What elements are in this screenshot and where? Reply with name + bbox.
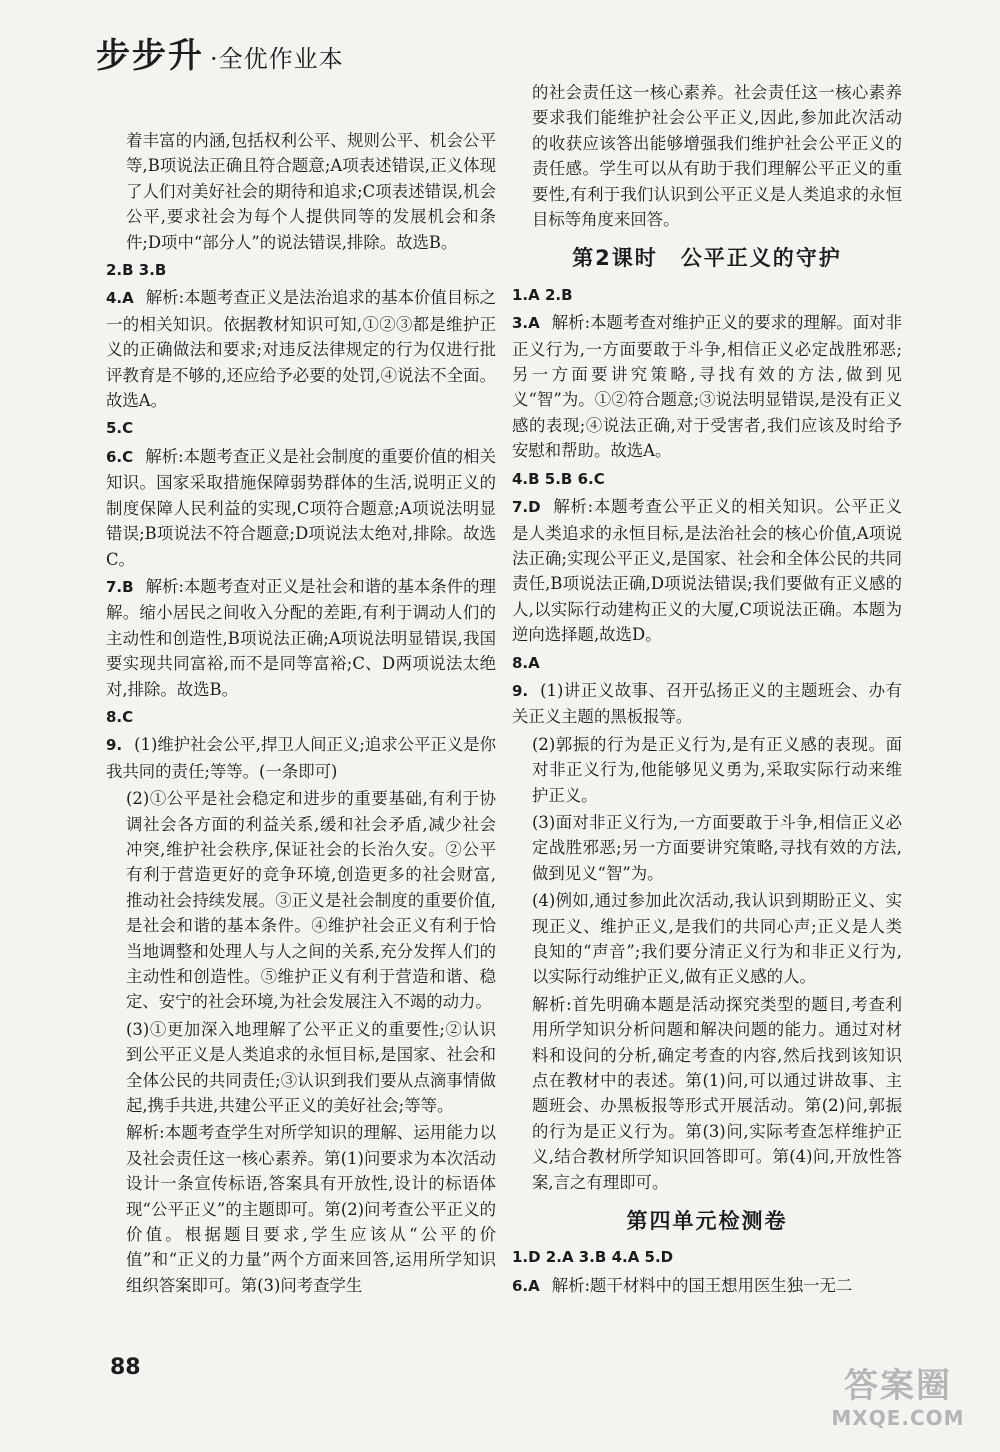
brand-logo: 步步升 [96, 36, 204, 76]
answer-text: 解析:本题考查公平正义的相关知识。公平正义是人类追求的永恒目标,是法治社会的核心价值,A项说法正确;实现公平正义,是国家、社会和全体公民的共同责任,B项说法正确,D项说法错误;我们要做有正义感的人,以实际行动建构正义的大厦,C项说法正确。本题为逆向选择题,故选D。 [512, 497, 902, 645]
answer-number: 5.C [106, 419, 134, 438]
answer-text: 解析:本题考查正义是社会制度的重要价值的相关知识。国家采取措施保障弱势群体的生活,说明正义的制度保障人民利益的实现,C项符合题意;A项说法明显错误;B项说法不符合题意;D项说法太绝对,排除。故选C。 [106, 446, 496, 569]
answer-paragraph [106, 732, 496, 784]
answer-paragraph [512, 810, 902, 886]
answer-number: 9. [512, 681, 529, 700]
answer-paragraph [512, 1244, 902, 1270]
answer-number: 1.A 2.B [512, 285, 573, 304]
answer-paragraph [512, 678, 902, 730]
answer-text: (3)面对非正义行为,一方面要敢于斗争,相信正义必定战胜邪恶;另一方面要讲究策略,寻找有效的方法,做到见义“智”为。 [532, 812, 902, 883]
left-column [106, 128, 496, 1300]
answer-paragraph [106, 444, 496, 572]
page-number: 88 [110, 1355, 141, 1380]
series-title: ·全优作业本 [210, 45, 344, 73]
answer-paragraph [512, 466, 902, 492]
answer-number: 7.B [106, 577, 134, 596]
answer-paragraph [512, 494, 902, 647]
answer-paragraph [512, 992, 902, 1195]
answer-text: 解析:本题考查学生对所学知识的理解、运用能力以及社会责任这一核心素养。第(1)问要求为本次活动设计一条宣传标语,答案具有开放性,设计的标语体现“公平正义”的主题即可。第(2)问考查公平正义的价值。根据题目要求,学生应该从“公平的价值”和“正义的力量”两个方面来回答,运用所学知识组织答案即可。第(3)问考查学生 [126, 1123, 496, 1295]
answer-number: 6.C [106, 447, 134, 466]
answer-paragraph [106, 128, 496, 255]
answer-number: 2.B 3.B [106, 261, 167, 280]
book-header [96, 28, 344, 88]
answer-number: 4.A [106, 289, 134, 308]
watermark-logo [818, 1366, 978, 1436]
answer-paragraph [512, 732, 902, 808]
answer-paragraph [512, 650, 902, 676]
answer-paragraph [106, 415, 496, 441]
answer-text: 解析:本题考查对正义是社会和谐的基本条件的理解。缩小居民之间收入分配的差距,有利于调动人们的主动性和创造性,B项说法正确;A项说法明显错误,我国要实现共同富裕,而不是同等富裕;C、D两项说法太绝对,排除。故选B。 [106, 576, 496, 699]
answer-text: 的社会责任这一核心素养。社会责任这一核心素养要求我们能维护社会公平正义,因此,参加此次活动的收获应该答出能够增强我们维护社会公平正义的责任感。学生可以从有助于我们理解公平正义的重要性,有利于我们认识到公平正义是人类追求的永恒目标等角度来回答。 [532, 83, 902, 230]
answer-number: 7.D [512, 498, 541, 517]
answer-text: 解析:本题考查对维护正义的要求的理解。面对非正义行为,一方面要敢于斗争,相信正义必定战胜邪恶;另一方面要讲究策略,寻找有效的方法,做到见义“智”为。①②符合题意;③说法明显错误,是没有正义感的表现;④说法正确,对于受害者,我们应该及时给予安慰和帮助。故选A。 [512, 313, 902, 461]
answer-text: (2)郭振的行为是正义行为,是有正义感的表现。面对非正义行为,他能够见义勇为,采取实际行动来维护正义。 [532, 734, 902, 805]
answer-paragraph [512, 80, 902, 232]
answer-paragraph [106, 704, 496, 730]
answer-number: 9. [106, 736, 123, 755]
watermark-url: MXQE.COM [831, 1406, 965, 1430]
answer-paragraph [512, 282, 902, 308]
unit4-test-title: 第四单元检测卷 [626, 1209, 788, 1234]
answer-paragraph [512, 888, 902, 990]
answer-paragraph [106, 257, 496, 283]
answer-paragraph [512, 310, 902, 463]
answer-number: 1.D 2.A 3.B 4.A 5.D [512, 1248, 674, 1267]
right-column [512, 80, 902, 1301]
answer-text: (1)讲正义故事、召开弘扬正义的主题班会、办有关正义主题的黑板报等。 [512, 680, 902, 727]
answer-number: 8.C [106, 707, 134, 726]
answer-text: 解析:本题考查正义是法治追求的基本价值目标之一的相关知识。依据教材知识可知,①②③都是维护正义的正确做法和要求;对违反法律规定的行为仅进行批评教育是不够的,还应给予必要的处罚,④说法不全面。故选A。 [106, 288, 496, 411]
answer-text: 着丰富的内涵,包括权利公平、规则公平、机会公平等,B项说法正确且符合题意;A项表述错误,正义体现了人们对美好社会的期待和追求;C项表述错误,机会公平,要求社会为每个人提供同等的发展机会和条件;D项中“部分人”的说法错误,排除。故选B。 [126, 131, 496, 252]
answer-text: (1)维护社会公平,捍卫人间正义;追求公平正义是你我共同的责任;等等。(一条即可) [106, 735, 496, 781]
answer-text: (4)例如,通过参加此次活动,我认识到期盼正义、实现正义、维护正义,是我们的共同心声;正义是人类良知的“声音”;我们要分清正义行为和非正义行为,以实际行动维护正义,做有正义感的人。 [532, 891, 902, 987]
answer-number: 3.A [512, 314, 540, 333]
answer-number: 6.A [512, 1276, 540, 1295]
answer-paragraph [106, 1017, 496, 1119]
answer-paragraph [512, 1273, 902, 1299]
answer-paragraph [106, 786, 496, 1015]
answer-paragraph [106, 574, 496, 702]
answer-text: 解析:首先明确本题是活动探究类型的题目,考查利用所学知识分析问题和解决问题的能力。通过对材料和设问的分析,确定考查的内容,然后找到该知识点在教材中的表述。第(1)问,可以通过讲故事、主题班会、办黑板报等形式开展活动。第(2)问,郭振的行为是正义行为。第(3)问,实际考查怎样维护正义,结合教材所学知识回答即可。第(4)问,开放性答案,言之有理即可。 [532, 994, 902, 1192]
answer-paragraph [106, 1120, 496, 1298]
watermark-main: 答案圈 [844, 1366, 952, 1406]
answer-paragraph [106, 285, 496, 413]
lesson2-title: 第2课时 公平正义的守护 [572, 246, 842, 271]
answer-text: 解析:题干材料中的国王想用医生独一无二 [551, 1275, 853, 1295]
answer-text: (3)①更加深入地理解了公平正义的重要性;②认识到公平正义是人类追求的永恒目标,是国家、社会和全体公民的共同责任;③认识到我们要从点滴事情做起,携手共进,共建公平正义的美好社会;等等。 [126, 1019, 496, 1116]
answer-text: (2)①公平是社会稳定和进步的重要基础,有利于协调社会各方面的利益关系,缓和社会矛盾,减少社会冲突,维护社会秩序,保证社会的长治久安。②公平有利于营造更好的竞争环境,创造更多的社会财富,推动社会持续发展。③正义是社会制度的重要价值,是社会和谐的基本条件。④维护社会正义有利于恰当地调整和处理人与人之间的关系,充分发挥人们的主动性和创造性。⑤维护正义有利于营造和谐、稳定、安宁的社会环境,为社会发展注入不竭的动力。 [126, 789, 496, 1012]
answer-number: 8.A [512, 653, 540, 672]
answer-number: 4.B 5.B 6.C [512, 469, 605, 488]
